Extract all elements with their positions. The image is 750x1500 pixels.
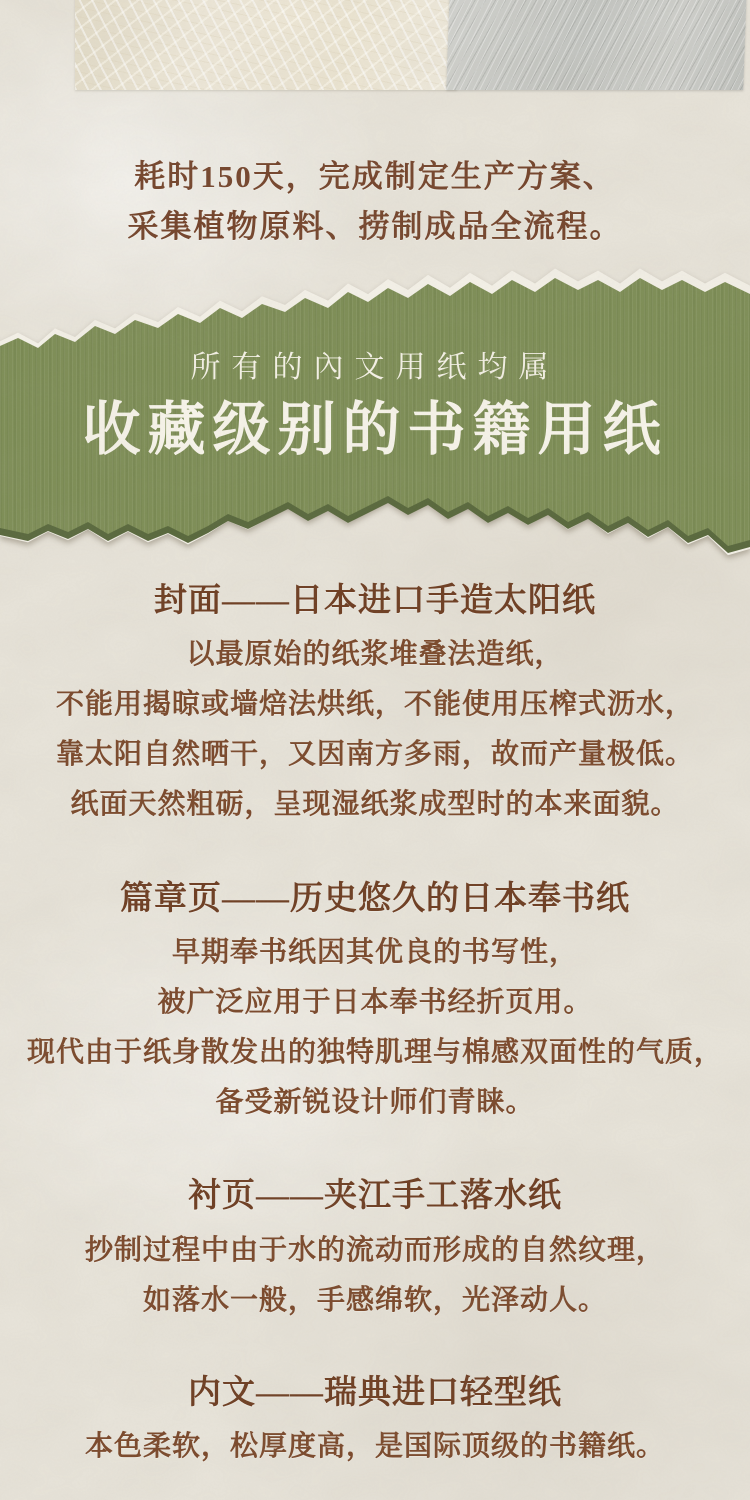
body-line: 本色柔软，松厚度高，是国际顶级的书籍纸。 [84, 1431, 665, 1462]
intro-line-2: 采集植物原料、捞制成品全流程。 [127, 209, 623, 244]
body-line: 现代由于纸身散发出的独特肌理与棉感双面性的气质， [26, 1037, 723, 1068]
section-heading-chapter: 篇章页——历史悠久的日本奉书纸 [120, 881, 630, 917]
section-heading-text-paper: 内文——瑞典进口轻型纸 [188, 1375, 562, 1411]
section-body-endpaper [0, 1226, 750, 1326]
body-line: 靠太阳自然晒干，又因南方多雨，故而产量极低。 [55, 739, 694, 770]
body-line: 纸面天然粗砺，呈现湿纸浆成型时的本来面貌。 [70, 789, 680, 820]
body-line: 不能用揭晾或墙焙法烘纸，不能使用压榨式沥水， [55, 689, 694, 720]
paper-sample-photo-fiber [75, 0, 457, 90]
body-line: 备受新锐设计师们青睐。 [215, 1087, 535, 1118]
body-line: 如落水一般，手感绵软，光泽动人。 [142, 1285, 607, 1316]
intro-line-1: 耗时150天，完成制定生产方案、 [134, 159, 616, 194]
body-line: 以最原始的纸浆堆叠法造纸， [186, 639, 564, 670]
body-line: 抄制过程中由于水的流动而形成的自然纹理， [84, 1235, 665, 1266]
section-heading-cover: 封面——日本进口手造太阳纸 [154, 583, 596, 619]
intro-paragraph [0, 152, 750, 252]
body-line: 被广泛应用于日本奉书经折页用。 [157, 987, 593, 1018]
section-heading-endpaper: 衬页——夹江手工落水纸 [188, 1178, 562, 1214]
banner-title: 收藏级别的书籍用纸 [82, 397, 668, 462]
section-body-chapter [0, 928, 750, 1128]
section-body-cover [0, 630, 750, 830]
banner-subtitle: 所有的內文用纸均属 [190, 351, 560, 384]
paper-sample-photo-gray [446, 0, 746, 90]
body-line: 早期奉书纸因其优良的书写性， [171, 937, 578, 968]
torn-paper-banner [0, 268, 750, 560]
section-body-text-paper [0, 1422, 750, 1472]
